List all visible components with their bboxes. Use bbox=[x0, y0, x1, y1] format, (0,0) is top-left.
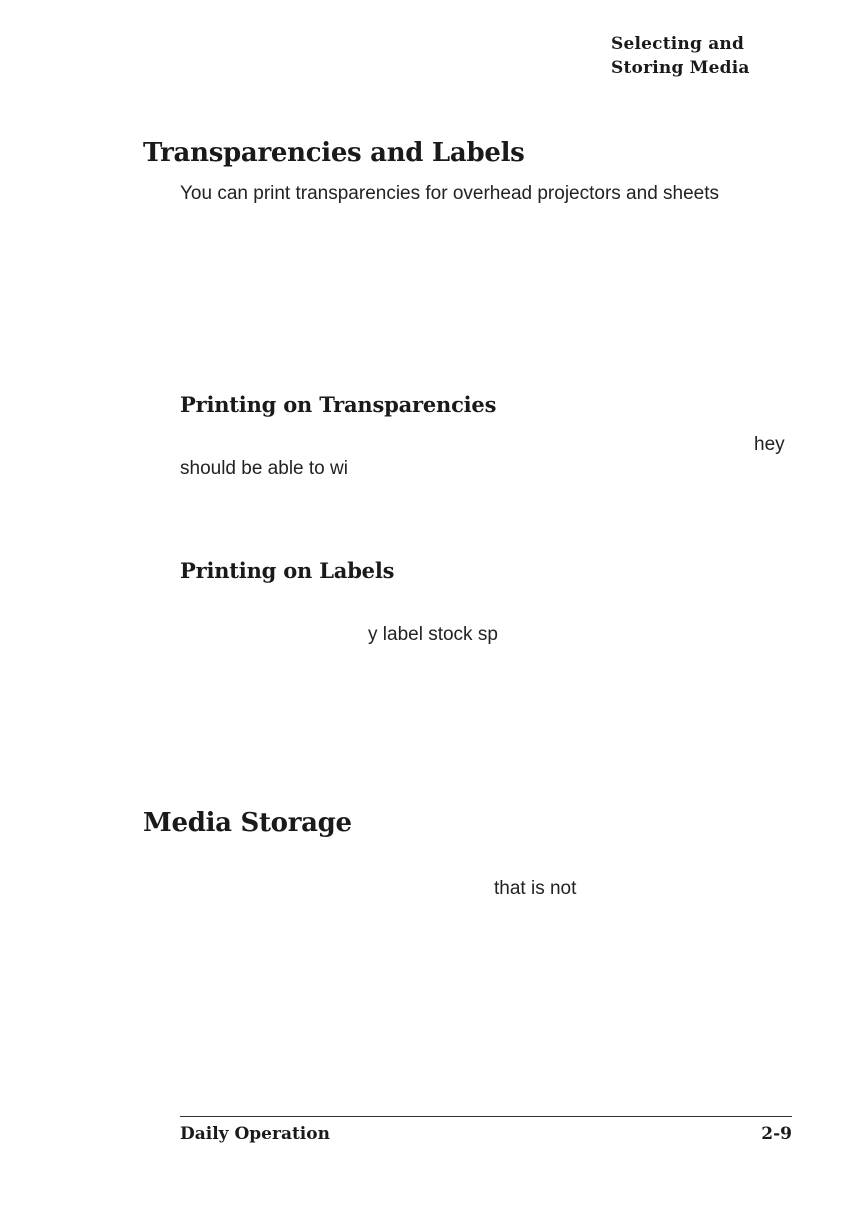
footer-rule bbox=[180, 1116, 792, 1117]
running-head-line-1: Selecting and bbox=[611, 34, 745, 54]
heading-printing-on-transparencies: Printing on Transparencies bbox=[180, 392, 497, 417]
heading-transparencies-and-labels: Transparencies and Labels bbox=[143, 138, 525, 168]
running-head-line-2: Storing Media bbox=[611, 58, 750, 78]
footer-page-number: 2-9 bbox=[761, 1124, 792, 1144]
labels-text-fragment: y label stock sp bbox=[368, 624, 498, 645]
heading-media-storage: Media Storage bbox=[143, 808, 352, 838]
running-head bbox=[611, 32, 750, 80]
media-storage-text-fragment: that is not bbox=[494, 878, 577, 899]
footer-chapter-title: Daily Operation bbox=[180, 1124, 330, 1144]
intro-paragraph-line: You can print transparencies for overhead projectors and sheets bbox=[180, 183, 720, 204]
transparencies-text-fragment-right: hey bbox=[754, 434, 785, 455]
heading-printing-on-labels: Printing on Labels bbox=[180, 558, 395, 583]
transparencies-text-fragment-left: should be able to wi bbox=[180, 458, 348, 479]
